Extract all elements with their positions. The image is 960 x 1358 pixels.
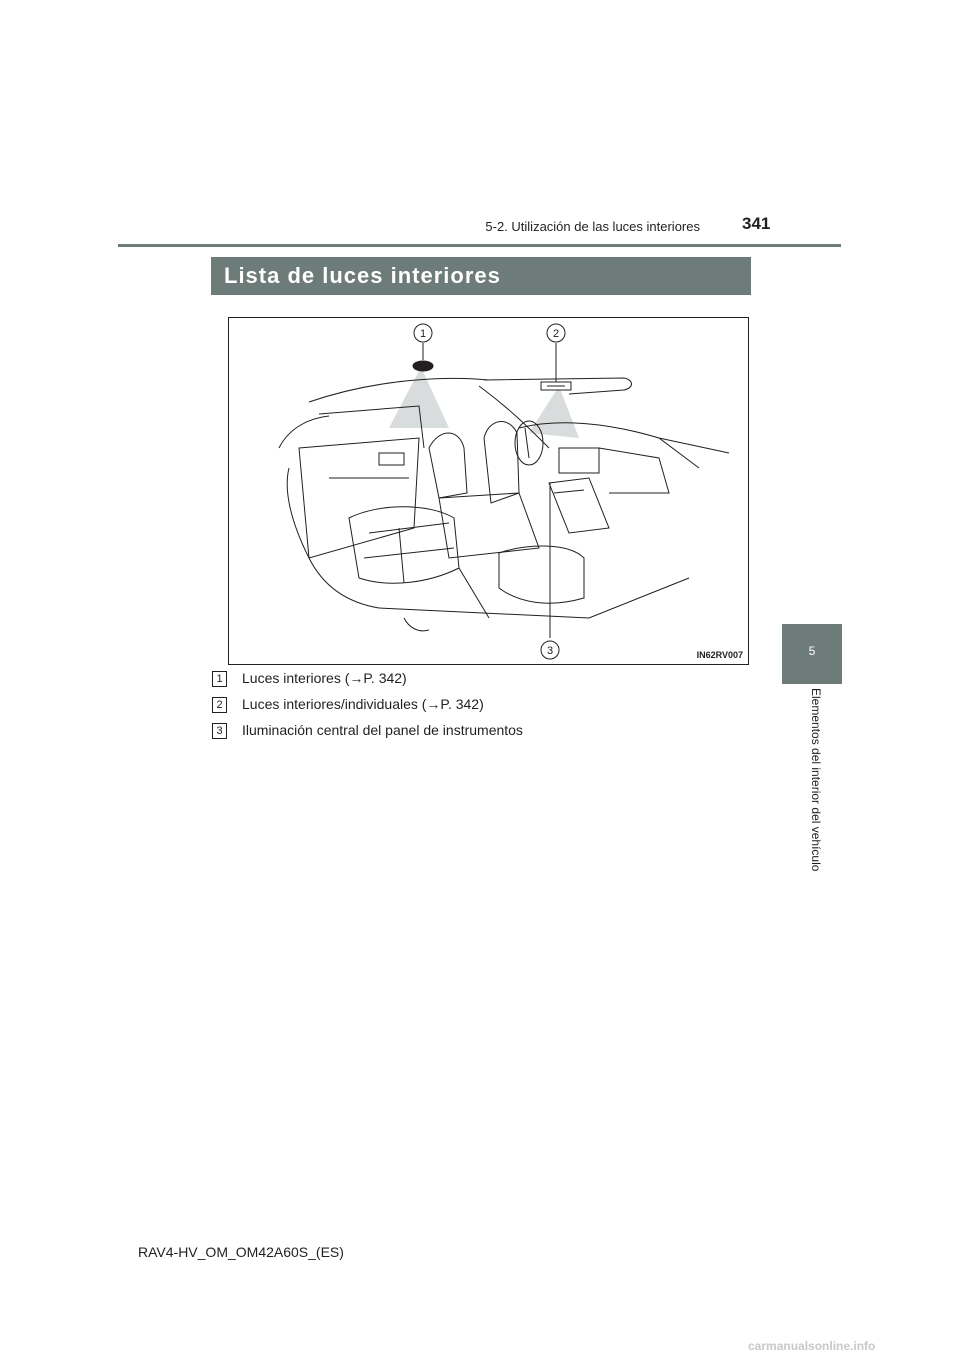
callout-2: 2 [552,328,560,340]
figure-code: IN62RV007 [696,650,743,660]
interior-illustration [228,317,749,665]
callout-1: 1 [419,328,427,340]
item-number-box: 1 [212,671,227,687]
section-header: 5-2. Utilización de las luces interiores [485,219,700,234]
item-number-box: 2 [212,697,227,713]
page-number: 341 [742,214,771,233]
footer-code: RAV4-HV_OM_OM42A60S_(ES) [138,1244,344,1260]
interior-lamp-1 [413,361,433,371]
light-cone-1 [389,367,449,428]
car-interior-drawing [229,318,749,665]
chapter-label: Elementos del interior del vehículo [809,688,823,872]
page-title: Lista de luces interiores [224,263,501,288]
watermark: carmanualsonline.info [748,1339,876,1353]
chapter-number: 5 [808,644,816,658]
item-text: Luces interiores (→P. 342) [242,670,407,686]
header-rule [118,244,841,247]
item-number-box: 3 [212,723,227,739]
title-bar [211,257,751,295]
item-text: Iluminación central del panel de instrumentos [242,722,523,738]
callout-3: 3 [546,645,554,657]
item-text: Luces interiores/individuales (→P. 342) [242,696,484,712]
chapter-tab [782,624,842,684]
